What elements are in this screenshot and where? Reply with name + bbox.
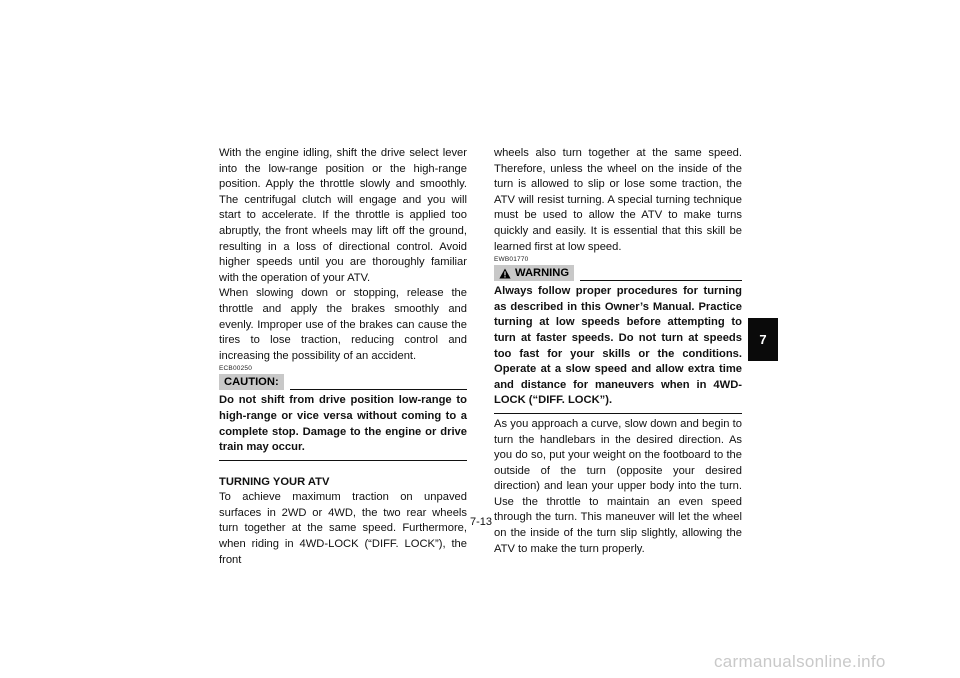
caution-code: ECB00250: [219, 365, 253, 373]
chapter-tab: 7: [748, 318, 778, 361]
caution-text: Do not shift from drive position low-range to high-range or vice versa without coming to a complete stop. Damage to the engine or drive train may occur.: [219, 393, 467, 460]
right-column: [494, 146, 742, 557]
turning-paragraph: wheels also turn together at the same speed. Therefore, unless the wheel on the inside of the turn is allowed to slip or lose some traction, the ATV will resist turning. A special turning technique must be used to allow the ATV to make turns quickly and easily. It is essential that this skill be learned first at low speed.: [494, 147, 742, 253]
intro-paragraph: With the engine idling, shift the drive select lever into the low-range position or the high-range position. Apply the throttle slowly and smoothly. The centrifugal clutch will engage and you will start to accelerate. If the throttle is applied too abruptly, the front wheels may lift off the ground, resulting in a loss of directional control. Avoid higher speeds until you are thoroughly familiar with the operation of your ATV.: [219, 147, 467, 284]
warning-badge: [494, 265, 574, 281]
warning-header: [494, 264, 742, 281]
warning-text: Always follow proper procedures for turning as described in this Owner’s Manual. Practice turning at low speeds before attempting to turn at faster speeds. Do not turn at speeds too fast for your skills or the conditions. Operate at a slow speed and allow extra time and distance for maneuvers when in 4WD-LOCK (“DIFF. LOCK”).: [494, 284, 742, 414]
caution-badge: [219, 374, 284, 390]
traction-paragraph: To achieve maximum traction on unpaved surfaces in 2WD or 4WD, the two rear wheels turn together at the same speed. Furthermore, when riding in 4WD-LOCK (“DIFF. LOCK”), the front: [219, 491, 467, 566]
page-number: 7-13: [469, 516, 493, 528]
curve-paragraph: As you approach a curve, slow down and begin to turn the handlebars in the desired direction. As you do so, put your weight on the footboard to the outside of the turn (opposite your desired direction) and lean your upper body into the turn. Use the throttle to maintain an even speed through the turn. This maneuver will let the wheel on the inside of the turn slip slightly, allowing the ATV to make the turn properly.: [494, 417, 742, 555]
section-heading: TURNING YOUR ATV: [219, 475, 330, 488]
caution-header: [219, 373, 467, 390]
warning-code: EWB01770: [494, 256, 529, 264]
warning-triangle-icon: [499, 268, 511, 279]
braking-paragraph: When slowing down or stopping, release the throttle and apply the brakes smoothly and evenly. Improper use of the brakes can cause the tires to lose traction, reducing control and increasing the possibility of an accident.: [219, 287, 467, 362]
warning-rule: [580, 280, 742, 281]
caution-rule: [290, 389, 467, 390]
watermark: carmanualsonline.info: [714, 652, 886, 671]
caution-label: CAUTION:: [224, 376, 279, 389]
left-column: [219, 146, 467, 568]
warning-label: WARNING: [515, 267, 570, 280]
